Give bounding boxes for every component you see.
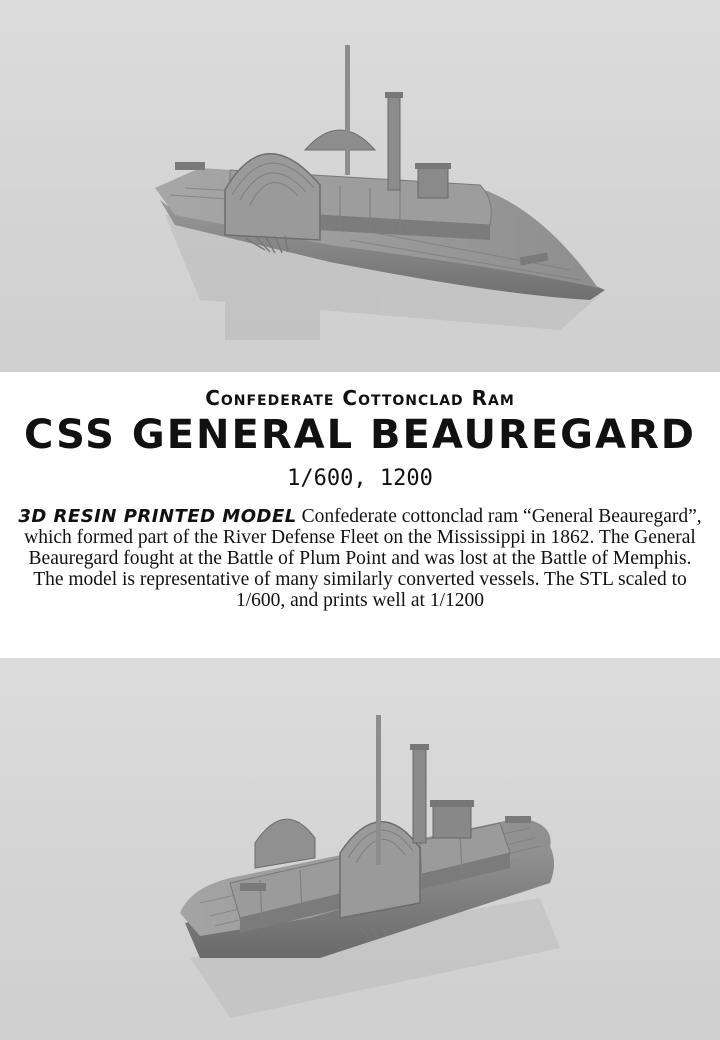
ship-type-subtitle: Confederate Cottonclad Ram xyxy=(205,386,515,410)
top-model-render xyxy=(0,0,720,372)
ship-render-three-quarter-view xyxy=(0,658,720,1040)
listing-text-band xyxy=(0,372,720,658)
ship-name-title: CSS GENERAL BEAUREGARD xyxy=(24,412,696,458)
ship-render-side-view xyxy=(0,0,720,372)
scale-options: 1/600, 1200 xyxy=(287,466,433,491)
bottom-model-render xyxy=(0,658,720,1040)
description-lead: 3D RESIN PRINTED MODEL xyxy=(18,506,297,527)
product-description xyxy=(14,506,706,611)
description-body: Confederate cottonclad ram “General Beauregard”, which formed part of the River Defense Fleet on the Mississippi in 1862. The General Beauregard fought at the Battle of Plum Point and was lost at the Battle of Memphis. The model is representative of many similarly converted vessels. The STL scaled to 1/600, and prints well at 1/1200 xyxy=(24,506,702,611)
